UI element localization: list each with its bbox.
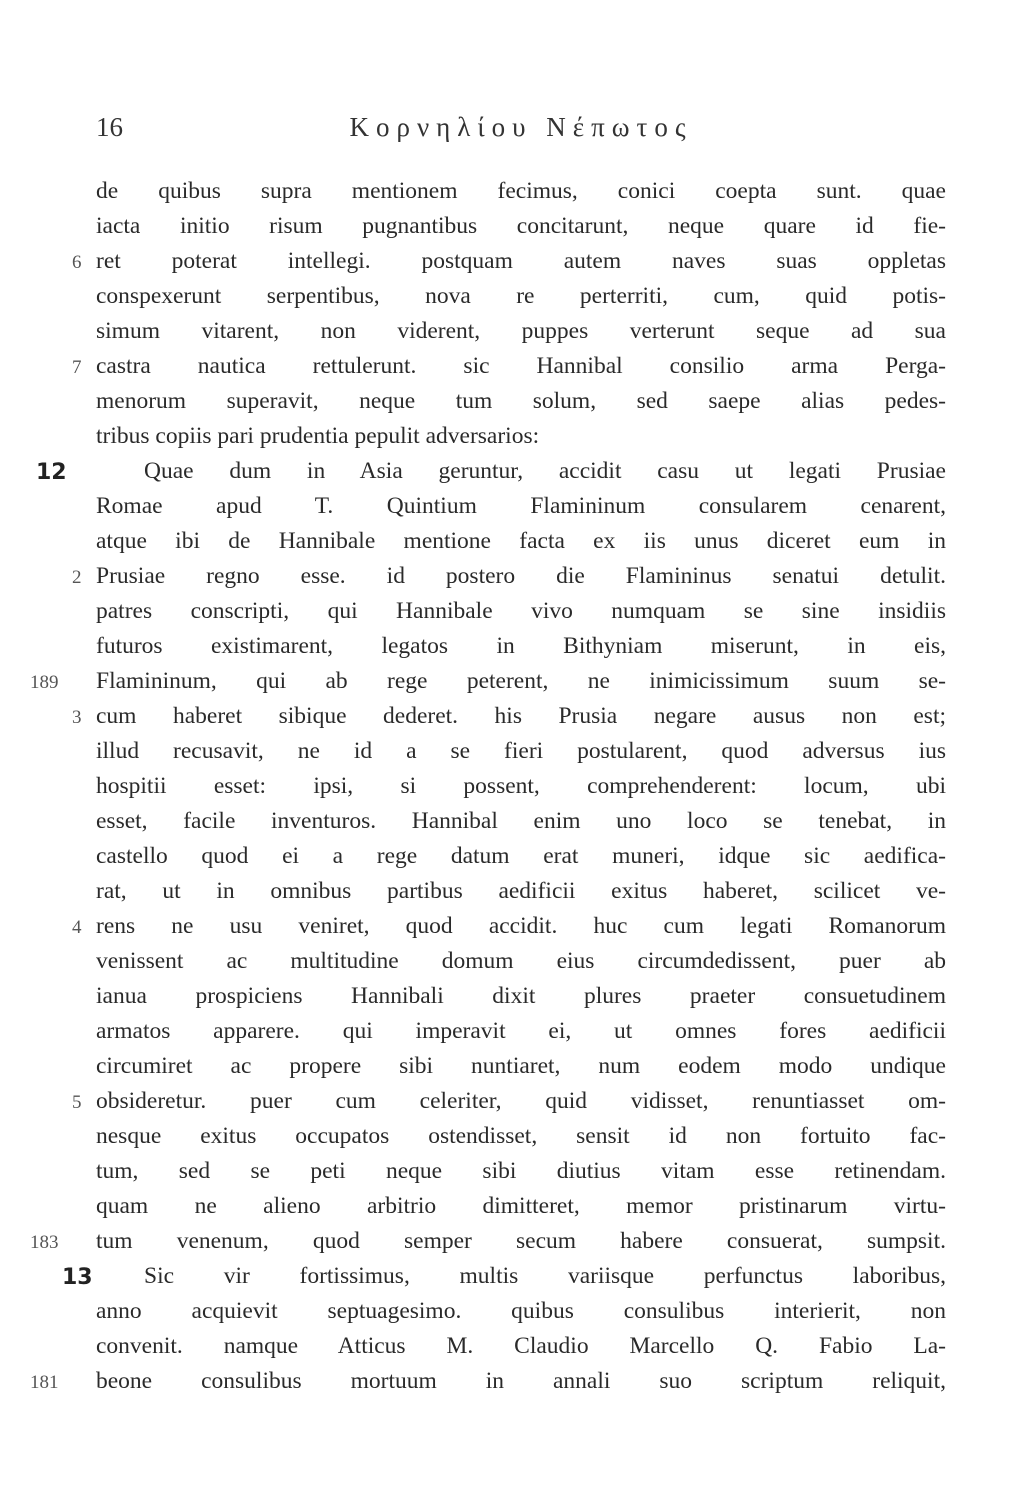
text-line: futuros existimarent, legatos in Bithyniam miserunt, in eis, bbox=[96, 633, 946, 659]
section-number: 3 bbox=[72, 707, 82, 728]
text-line: obsideretur. puer cum celeriter, quid vidisset, renuntiasset om- bbox=[96, 1088, 946, 1114]
text-line: esset, facile inventuros. Hannibal enim uno loco se tenebat, in bbox=[96, 808, 946, 834]
page-header bbox=[96, 112, 946, 152]
page-number: 16 bbox=[96, 112, 123, 142]
chapter-number: 13 bbox=[62, 1265, 93, 1290]
section-number: 2 bbox=[72, 567, 82, 588]
text-line: Prusiae regno esse. id postero die Flamininus senatui detulit. bbox=[96, 563, 946, 589]
text-line: rat, ut in omnibus partibus aedificii exitus haberet, scilicet ve- bbox=[96, 878, 946, 904]
text-line: Quae dum in Asia geruntur, accidit casu ut legati Prusiae bbox=[144, 458, 946, 484]
section-number: 5 bbox=[72, 1092, 82, 1113]
text-line: castello quod ei a rege datum erat muneri, idque sic aedifica- bbox=[96, 843, 946, 869]
text-line: de quibus supra mentionem fecimus, conici coepta sunt. quae bbox=[96, 178, 946, 204]
text-line: beone consulibus mortuum in annali suo scriptum reliquit, bbox=[96, 1368, 946, 1394]
text-line: venissent ac multitudine domum eius circumdedissent, puer ab bbox=[96, 948, 946, 974]
text-line: menorum superavit, neque tum solum, sed saepe alias pedes- bbox=[96, 388, 946, 414]
text-line: simum vitarent, non viderent, puppes verterunt seque ad sua bbox=[96, 318, 946, 344]
text-line: tum venenum, quod semper secum habere consuerat, sumpsit. bbox=[96, 1228, 946, 1254]
text-line: conspexerunt serpentibus, nova re perterriti, cum, quid potis- bbox=[96, 283, 946, 309]
section-number: 4 bbox=[72, 917, 82, 938]
running-title: Κορνηλίου Νέπωτος bbox=[349, 112, 693, 142]
text-line: tribus copiis pari prudentia pepulit adversarios: bbox=[96, 423, 540, 449]
section-number: 6 bbox=[72, 252, 82, 273]
section-number: 7 bbox=[72, 357, 82, 378]
text-line: anno acquievit septuagesimo. quibus consulibus interierit, non bbox=[96, 1298, 946, 1324]
text-line: armatos apparere. qui imperavit ei, ut omnes fores aedificii bbox=[96, 1018, 946, 1044]
text-line: circumiret ac propere sibi nuntiaret, num eodem modo undique bbox=[96, 1053, 946, 1079]
text-line: convenit. namque Atticus M. Claudio Marcello Q. Fabio La- bbox=[96, 1333, 946, 1359]
year-marker: 189 bbox=[30, 672, 59, 693]
text-line: iacta initio risum pugnantibus concitarunt, neque quare id fie- bbox=[96, 213, 946, 239]
text-line: ianua prospiciens Hannibali dixit plures praeter consuetudinem bbox=[96, 983, 946, 1009]
text-line: tum, sed se peti neque sibi diutius vitam esse retinendam. bbox=[96, 1158, 946, 1184]
text-line: rens ne usu veniret, quod accidit. huc cum legati Romanorum bbox=[96, 913, 946, 939]
text-line: Romae apud T. Quintium Flamininum consularem cenarent, bbox=[96, 493, 946, 519]
text-line: atque ibi de Hannibale mentione facta ex iis unus diceret eum in bbox=[96, 528, 946, 554]
text-line: illud recusavit, ne id a se fieri postularent, quod adversus ius bbox=[96, 738, 946, 764]
text-line: castra nautica rettulerunt. sic Hannibal consilio arma Perga- bbox=[96, 353, 946, 379]
year-marker: 183 bbox=[30, 1232, 59, 1253]
text-line: nesque exitus occupatos ostendisset, sensit id non fortuito fac- bbox=[96, 1123, 946, 1149]
year-marker: 181 bbox=[30, 1372, 59, 1393]
text-line: ret poterat intellegi. postquam autem naves suas oppletas bbox=[96, 248, 946, 274]
text-line: Sic vir fortissimus, multis variisque perfunctus laboribus, bbox=[144, 1263, 946, 1289]
text-line: quam ne alieno arbitrio dimitteret, memor pristinarum virtu- bbox=[96, 1193, 946, 1219]
text-line: hospitii esset: ipsi, si possent, comprehenderent: locum, ubi bbox=[96, 773, 946, 799]
text-line: patres conscripti, qui Hannibale vivo numquam se sine insidiis bbox=[96, 598, 946, 624]
text-line: cum haberet sibique dederet. his Prusia negare ausus non est; bbox=[96, 703, 946, 729]
chapter-number: 12 bbox=[36, 460, 67, 485]
text-line: Flamininum, qui ab rege peterent, ne inimicissimum suum se- bbox=[96, 668, 946, 694]
